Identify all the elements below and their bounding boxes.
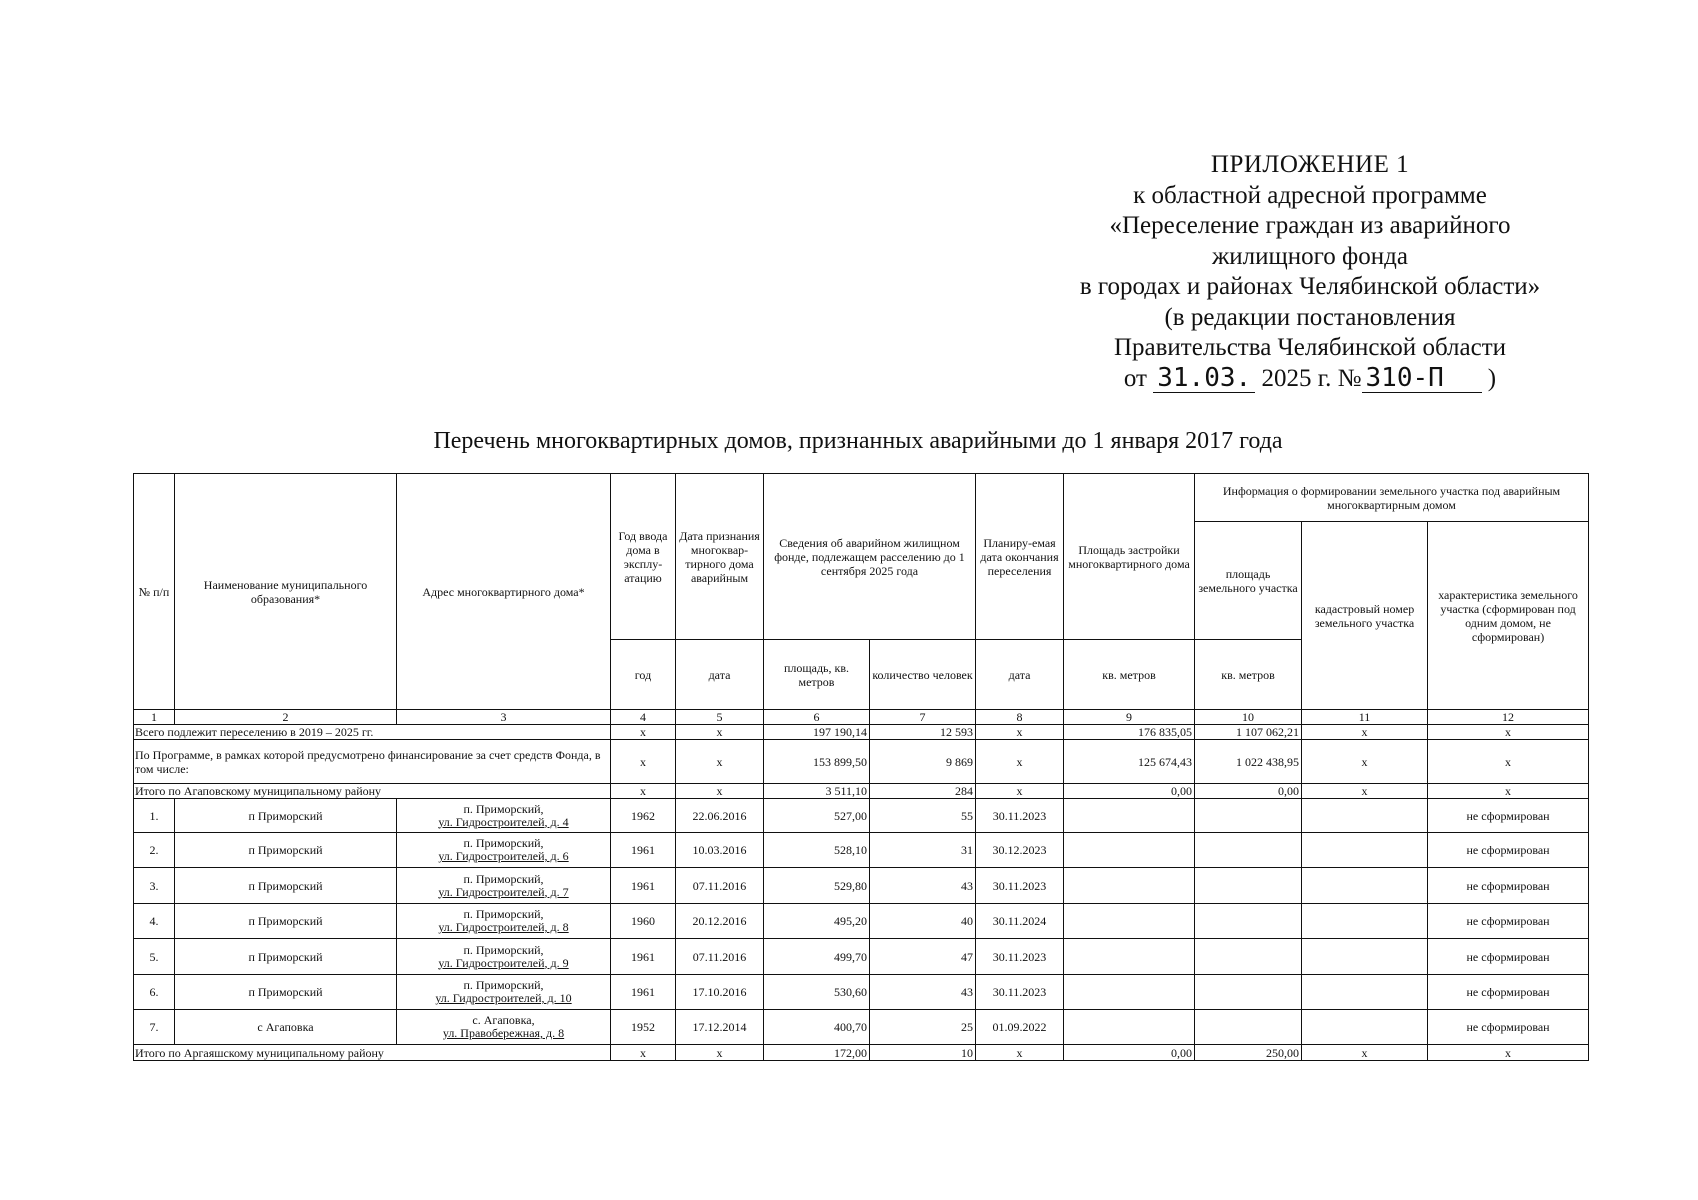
agapovsky-total-row	[134, 784, 1589, 799]
row-municipality: п Приморский	[175, 939, 397, 975]
appendix-line-5: (в редакции постановления	[1164, 303, 1456, 331]
header-year-built: Год ввода дома в эксплу-атацию	[611, 474, 676, 640]
unit-date: дата	[676, 640, 764, 710]
program-built-area: 125 674,43	[1064, 740, 1195, 784]
row-cadastral	[1302, 833, 1428, 868]
argayash-people: 10	[870, 1045, 976, 1061]
col-number: 9	[1064, 710, 1195, 725]
row-date: 07.11.2016	[676, 868, 764, 904]
row-char: не сформирован	[1428, 904, 1589, 939]
agapovsky-planned: x	[976, 784, 1064, 799]
row-municipality: п Приморский	[175, 833, 397, 868]
row-area: 499,70	[764, 939, 870, 975]
resolution-date: 31.03.	[1153, 364, 1255, 393]
row-address	[397, 939, 611, 975]
date-prefix: от	[1123, 364, 1147, 392]
agapovsky-char: x	[1428, 784, 1589, 799]
appendix-header	[1000, 150, 1620, 394]
row-no: 7.	[134, 1010, 175, 1045]
total-all-row	[134, 725, 1589, 740]
col-number: 6	[764, 710, 870, 725]
row-planned: 30.11.2023	[976, 799, 1064, 833]
row-address-line1: п. Приморский,	[463, 801, 544, 816]
column-numbers-row	[134, 710, 1589, 725]
table-row	[134, 1010, 1589, 1045]
header-land-area: площадь земельного участка	[1195, 522, 1302, 640]
row-address-line2: ул. Гидростроителей, д. 8	[438, 920, 569, 934]
row-cadastral	[1302, 975, 1428, 1010]
col-number: 12	[1428, 710, 1589, 725]
appendix-title: ПРИЛОЖЕНИЕ 1	[1210, 151, 1410, 178]
resolution-number: 310-П	[1362, 364, 1482, 393]
row-no: 5.	[134, 939, 175, 975]
row-people: 55	[870, 799, 976, 833]
table-row	[134, 975, 1589, 1010]
row-built-area	[1064, 1010, 1195, 1045]
header-cadastral: кадастровый номер земельного участка	[1302, 522, 1428, 710]
row-address-line2: ул. Гидростроителей, д. 4	[438, 814, 569, 829]
row-cadastral	[1302, 939, 1428, 975]
table-row	[134, 799, 1589, 833]
col-number: 7	[870, 710, 976, 725]
row-planned: 30.11.2023	[976, 939, 1064, 975]
row-planned: 30.11.2023	[976, 975, 1064, 1010]
row-built-area	[1064, 904, 1195, 939]
row-year: 1961	[611, 833, 676, 868]
row-no: 6.	[134, 975, 175, 1010]
argayash-date: x	[676, 1045, 764, 1061]
row-year: 1962	[611, 799, 676, 833]
unit-planned-date: дата	[976, 640, 1064, 710]
row-year: 1961	[611, 975, 676, 1010]
row-built-area	[1064, 939, 1195, 975]
row-people: 43	[870, 975, 976, 1010]
agapovsky-date: x	[676, 784, 764, 799]
row-area: 528,10	[764, 833, 870, 868]
argayash-year: x	[611, 1045, 676, 1061]
unit-land-area: кв. метров	[1195, 640, 1302, 710]
header-land-info: Информация о формировании земельного участка под аварийным многоквартирным домом	[1195, 474, 1589, 522]
row-address-line2: ул. Правобережная, д. 8	[442, 1026, 565, 1040]
col-number: 3	[397, 710, 611, 725]
total-all-planned: x	[976, 725, 1064, 740]
row-address	[397, 868, 611, 904]
row-cadastral	[1302, 904, 1428, 939]
row-cadastral	[1302, 1010, 1428, 1045]
row-address-line1: п. Приморский,	[463, 978, 544, 992]
unit-year: год	[611, 640, 676, 710]
row-address-line2: ул. Гидростроителей, д. 9	[438, 955, 569, 970]
row-no: 4.	[134, 904, 175, 939]
row-municipality: с Агаповка	[175, 1010, 397, 1045]
header-built-area: Площадь застройки многоквартирного дома	[1064, 474, 1195, 640]
col-number: 11	[1302, 710, 1428, 725]
argayash-planned: x	[976, 1045, 1064, 1061]
row-date: 20.12.2016	[676, 904, 764, 939]
row-address-line2: ул. Гидростроителей, д. 7	[438, 884, 569, 899]
row-planned: 30.12.2023	[976, 833, 1064, 868]
row-built-area	[1064, 799, 1195, 833]
agapovsky-cadastral: x	[1302, 784, 1428, 799]
row-char: не сформирован	[1428, 975, 1589, 1010]
row-address-line1: п. Приморский,	[463, 836, 544, 850]
row-char: не сформирован	[1428, 833, 1589, 868]
table-row	[134, 939, 1589, 975]
header-no: № п/п	[134, 474, 175, 710]
agapovsky-land-area: 0,00	[1195, 784, 1302, 799]
row-no: 1.	[134, 799, 175, 833]
program-row	[134, 740, 1589, 784]
appendix-line-2: «Переселение граждан из аварийного	[1109, 212, 1511, 239]
col-number: 5	[676, 710, 764, 725]
row-municipality: п Приморский	[175, 799, 397, 833]
row-planned: 01.09.2022	[976, 1010, 1064, 1045]
row-area: 527,00	[764, 799, 870, 833]
row-area: 400,70	[764, 1010, 870, 1045]
row-planned: 30.11.2024	[976, 904, 1064, 939]
agapovsky-built-area: 0,00	[1064, 784, 1195, 799]
header-land-char: характеристика земельного участка (сформирован под одним домом, не сформирован)	[1428, 522, 1589, 710]
row-land-area	[1195, 833, 1302, 868]
col-number: 8	[976, 710, 1064, 725]
row-area: 530,60	[764, 975, 870, 1010]
program-char: x	[1428, 740, 1589, 784]
total-all-label: Всего подлежит переселению в 2019 – 2025 гг.	[134, 725, 611, 740]
header-fund-info: Сведения об аварийном жилищном фонде, подлежащем расселению до 1 сентября 2025 года	[764, 474, 976, 640]
row-municipality: п Приморский	[175, 904, 397, 939]
row-address-line1: п. Приморский,	[463, 907, 544, 921]
row-area: 529,80	[764, 868, 870, 904]
appendix-line-4: в городах и районах Челябинской области»	[1079, 273, 1541, 300]
argayash-built-area: 0,00	[1064, 1045, 1195, 1061]
program-planned: x	[976, 740, 1064, 784]
row-land-area	[1195, 975, 1302, 1010]
appendix-line-3: жилищного фонда	[1212, 242, 1408, 270]
row-address	[397, 1010, 611, 1045]
row-address-line2: ул. Гидростроителей, д. 6	[438, 849, 569, 863]
agapovsky-area: 3 511,10	[764, 784, 870, 799]
col-number: 4	[611, 710, 676, 725]
row-people: 31	[870, 833, 976, 868]
argayash-label: Итого по Аргаяшскому муниципальному району	[134, 1045, 611, 1061]
argayash-total-row	[134, 1045, 1589, 1061]
row-people: 43	[870, 868, 976, 904]
agapovsky-people: 284	[870, 784, 976, 799]
program-people: 9 869	[870, 740, 976, 784]
total-all-date: x	[676, 725, 764, 740]
row-land-area	[1195, 939, 1302, 975]
program-land-area: 1 022 438,95	[1195, 740, 1302, 784]
col-number: 2	[175, 710, 397, 725]
unit-built-area: кв. метров	[1064, 640, 1195, 710]
program-date: x	[676, 740, 764, 784]
row-address	[397, 904, 611, 939]
row-cadastral	[1302, 868, 1428, 904]
program-area: 153 899,50	[764, 740, 870, 784]
table-row	[134, 833, 1589, 868]
col-number: 10	[1195, 710, 1302, 725]
agapovsky-year: x	[611, 784, 676, 799]
row-date: 17.10.2016	[676, 975, 764, 1010]
row-char: не сформирован	[1428, 1010, 1589, 1045]
total-all-area: 197 190,14	[764, 725, 870, 740]
argayash-cadastral: x	[1302, 1045, 1428, 1061]
argayash-land-area: 250,00	[1195, 1045, 1302, 1061]
close-paren: )	[1487, 364, 1497, 392]
col-number: 1	[134, 710, 175, 725]
year-text: 2025 г. №	[1261, 364, 1362, 392]
total-all-built-area: 176 835,05	[1064, 725, 1195, 740]
total-all-char: x	[1428, 725, 1589, 740]
header-address: Адрес многоквартирного дома*	[397, 474, 611, 710]
row-no: 2.	[134, 833, 175, 868]
unit-area: площадь, кв. метров	[764, 640, 870, 710]
row-built-area	[1064, 975, 1195, 1010]
row-address-line1: с. Агаповка,	[472, 1013, 535, 1027]
table-row	[134, 868, 1589, 904]
row-cadastral	[1302, 799, 1428, 833]
row-area: 495,20	[764, 904, 870, 939]
program-cadastral: x	[1302, 740, 1428, 784]
table-row	[134, 904, 1589, 939]
row-built-area	[1064, 868, 1195, 904]
row-land-area	[1195, 868, 1302, 904]
total-all-land-area: 1 107 062,21	[1195, 725, 1302, 740]
row-people: 47	[870, 939, 976, 975]
header-planned-date: Планиру-емая дата окончания переселения	[976, 474, 1064, 640]
row-year: 1960	[611, 904, 676, 939]
row-date: 22.06.2016	[676, 799, 764, 833]
houses-table	[133, 473, 1589, 1061]
total-all-people: 12 593	[870, 725, 976, 740]
row-land-area	[1195, 799, 1302, 833]
row-people: 40	[870, 904, 976, 939]
argayash-area: 172,00	[764, 1045, 870, 1061]
row-built-area	[1064, 833, 1195, 868]
header-municipality: Наименование муниципального образования*	[175, 474, 397, 710]
row-municipality: п Приморский	[175, 868, 397, 904]
total-all-year: x	[611, 725, 676, 740]
row-address-line1: п. Приморский,	[463, 942, 544, 957]
row-address	[397, 975, 611, 1010]
header-recognized: Дата признания многоквар-тирного дома аварийным	[676, 474, 764, 640]
row-no: 3.	[134, 868, 175, 904]
row-people: 25	[870, 1010, 976, 1045]
row-land-area	[1195, 1010, 1302, 1045]
row-address	[397, 833, 611, 868]
appendix-line-1: к областной адресной программе	[1133, 181, 1487, 209]
row-char: не сформирован	[1428, 799, 1589, 833]
row-date: 07.11.2016	[676, 939, 764, 975]
row-land-area	[1195, 904, 1302, 939]
program-label: По Программе, в рамках которой предусмотрено финансирование за счет средств Фонда, в том числе:	[134, 740, 611, 784]
row-date: 17.12.2014	[676, 1010, 764, 1045]
row-planned: 30.11.2023	[976, 868, 1064, 904]
resolution-line	[1000, 364, 1620, 395]
agapovsky-label: Итого по Агаповскому муниципальному району	[134, 784, 611, 799]
row-char: не сформирован	[1428, 868, 1589, 904]
row-municipality: п Приморский	[175, 975, 397, 1010]
row-address-line2: ул. Гидростроителей, д. 10	[435, 991, 572, 1005]
row-year: 1961	[611, 868, 676, 904]
row-char: не сформирован	[1428, 939, 1589, 975]
appendix-line-6: Правительства Челябинской области	[1113, 334, 1507, 361]
row-address-line1: п. Приморский,	[463, 871, 544, 886]
row-date: 10.03.2016	[676, 833, 764, 868]
row-address	[397, 799, 611, 833]
list-title: Перечень многоквартирных домов, признанных аварийными до 1 января 2017 года	[433, 428, 1283, 454]
row-year: 1961	[611, 939, 676, 975]
row-year: 1952	[611, 1010, 676, 1045]
unit-people: количество человек	[870, 640, 976, 710]
program-year: x	[611, 740, 676, 784]
total-all-cadastral: x	[1302, 725, 1428, 740]
argayash-char: x	[1428, 1045, 1589, 1061]
